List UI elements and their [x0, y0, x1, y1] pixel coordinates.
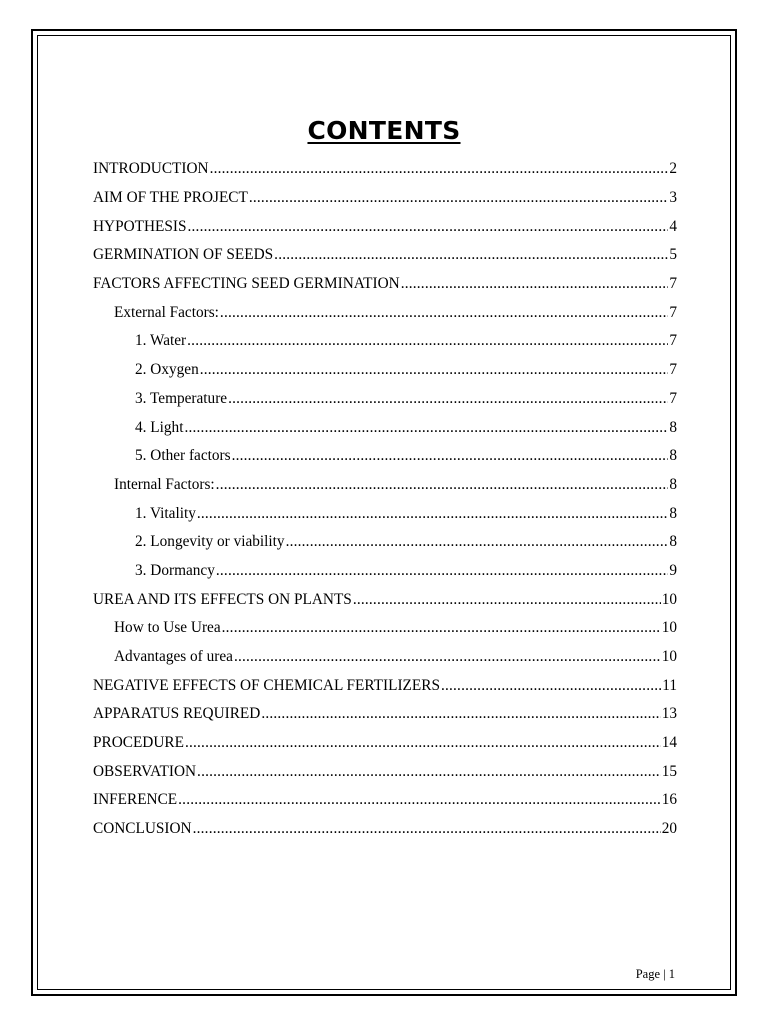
- toc-entry-label: Advantages of urea: [114, 648, 233, 666]
- toc-entry-label: OBSERVATION: [93, 762, 197, 780]
- toc-entry-page-number: 8: [669, 447, 677, 465]
- toc-entry-label: INTRODUCTION: [93, 160, 209, 178]
- toc-entry-page-number: 7: [669, 332, 677, 350]
- dot-leader: [197, 763, 661, 781]
- toc-entry-page-number: 10: [661, 619, 677, 637]
- toc-entry-page-number: 11: [662, 676, 677, 694]
- dot-leader: [274, 246, 668, 264]
- toc-entry-page-number: 7: [669, 389, 677, 407]
- toc-entry-page-number: 7: [669, 361, 677, 379]
- toc-entry[interactable]: [93, 241, 677, 270]
- toc-entry-page-number: 2: [669, 160, 677, 178]
- toc-entry-label: 1. Vitality: [135, 504, 196, 522]
- toc-entry-label: INFERENCE: [93, 791, 178, 809]
- toc-entry-label: 3. Temperature: [135, 389, 228, 407]
- dot-leader: [184, 419, 668, 437]
- dot-leader: [216, 476, 669, 494]
- toc-entry-label: FACTORS AFFECTING SEED GERMINATION: [93, 275, 400, 293]
- dot-leader: [187, 332, 668, 350]
- toc-entry-page-number: 8: [669, 533, 677, 551]
- toc-entry-label: 5. Other factors: [135, 447, 231, 465]
- toc-entry[interactable]: [93, 413, 677, 442]
- toc-entry-page-number: 5: [669, 246, 677, 264]
- toc-entry-label: 4. Light: [135, 418, 184, 436]
- toc-entry-page-number: 4: [669, 217, 677, 235]
- page-title: CONTENTS: [307, 116, 461, 145]
- toc-entry-label: UREA AND ITS EFFECTS ON PLANTS: [93, 590, 352, 608]
- dot-leader: [210, 160, 669, 178]
- toc-entry-page-number: 15: [661, 762, 677, 780]
- toc-entry[interactable]: [93, 557, 677, 586]
- toc-entry-page-number: 16: [661, 791, 677, 809]
- dot-leader: [353, 591, 661, 609]
- toc-entry-page-number: 8: [669, 418, 677, 436]
- toc-entry[interactable]: [93, 786, 677, 815]
- dot-leader: [220, 304, 668, 322]
- table-of-contents: [93, 155, 677, 844]
- toc-entry-label: CONCLUSION: [93, 820, 192, 838]
- toc-entry-page-number: 10: [661, 648, 677, 666]
- toc-entry-page-number: 20: [661, 820, 677, 838]
- toc-entry-label: HYPOTHESIS: [93, 217, 187, 235]
- toc-entry[interactable]: [93, 356, 677, 385]
- toc-entry[interactable]: [93, 671, 677, 700]
- toc-entry-page-number: 7: [669, 303, 677, 321]
- toc-entry[interactable]: [93, 815, 677, 844]
- toc-entry-label: 2. Longevity or viability: [135, 533, 285, 551]
- toc-entry-page-number: 3: [669, 189, 677, 207]
- dot-leader: [234, 648, 661, 666]
- toc-entry[interactable]: [93, 442, 677, 471]
- toc-entry-label: External Factors:: [114, 303, 219, 321]
- toc-entry-label: AIM OF THE PROJECT: [93, 189, 248, 207]
- dot-leader: [222, 619, 661, 637]
- toc-entry-page-number: 7: [669, 275, 677, 293]
- toc-entry[interactable]: [93, 757, 677, 786]
- toc-entry[interactable]: [93, 270, 677, 299]
- toc-entry[interactable]: [93, 643, 677, 672]
- toc-entry[interactable]: [93, 700, 677, 729]
- toc-entry-label: 2. Oxygen: [135, 361, 199, 379]
- toc-entry-label: GERMINATION OF SEEDS: [93, 246, 274, 264]
- toc-entry-page-number: 8: [669, 475, 677, 493]
- toc-entry-label: PROCEDURE: [93, 734, 184, 752]
- toc-entry[interactable]: [93, 528, 677, 557]
- toc-entry-page-number: 14: [661, 734, 677, 752]
- page-footer: Page | 1: [635, 967, 675, 981]
- toc-entry-label: Internal Factors:: [114, 475, 215, 493]
- dot-leader: [441, 677, 661, 695]
- toc-entry[interactable]: [93, 385, 677, 414]
- dot-leader: [401, 275, 669, 293]
- toc-entry[interactable]: [93, 729, 677, 758]
- toc-entry-page-number: 13: [661, 705, 677, 723]
- toc-entry[interactable]: [93, 155, 677, 184]
- dot-leader: [249, 189, 669, 207]
- toc-entry-label: NEGATIVE EFFECTS OF CHEMICAL FERTILIZERS: [93, 676, 440, 694]
- dot-leader: [185, 734, 661, 752]
- dot-leader: [228, 390, 668, 408]
- toc-entry-label: 3. Dormancy: [135, 561, 215, 579]
- toc-entry[interactable]: [93, 585, 677, 614]
- dot-leader: [193, 820, 661, 838]
- toc-entry-page-number: 10: [661, 590, 677, 608]
- dot-leader: [197, 505, 669, 523]
- toc-entry[interactable]: [93, 471, 677, 500]
- toc-entry[interactable]: [93, 298, 677, 327]
- toc-entry-label: 1. Water: [135, 332, 187, 350]
- dot-leader: [286, 533, 669, 551]
- dot-leader: [216, 562, 668, 580]
- dot-leader: [188, 218, 669, 236]
- dot-leader: [261, 705, 660, 723]
- toc-entry[interactable]: [93, 614, 677, 643]
- toc-entry[interactable]: [93, 327, 677, 356]
- toc-entry-page-number: 9: [669, 561, 677, 579]
- toc-entry-label: APPARATUS REQUIRED: [93, 705, 261, 723]
- toc-entry-label: How to Use Urea: [114, 619, 221, 637]
- dot-leader: [178, 791, 661, 809]
- dot-leader: [200, 361, 669, 379]
- toc-entry-page-number: 8: [669, 504, 677, 522]
- toc-entry[interactable]: [93, 184, 677, 213]
- toc-entry[interactable]: [93, 212, 677, 241]
- toc-entry[interactable]: [93, 499, 677, 528]
- dot-leader: [232, 447, 669, 465]
